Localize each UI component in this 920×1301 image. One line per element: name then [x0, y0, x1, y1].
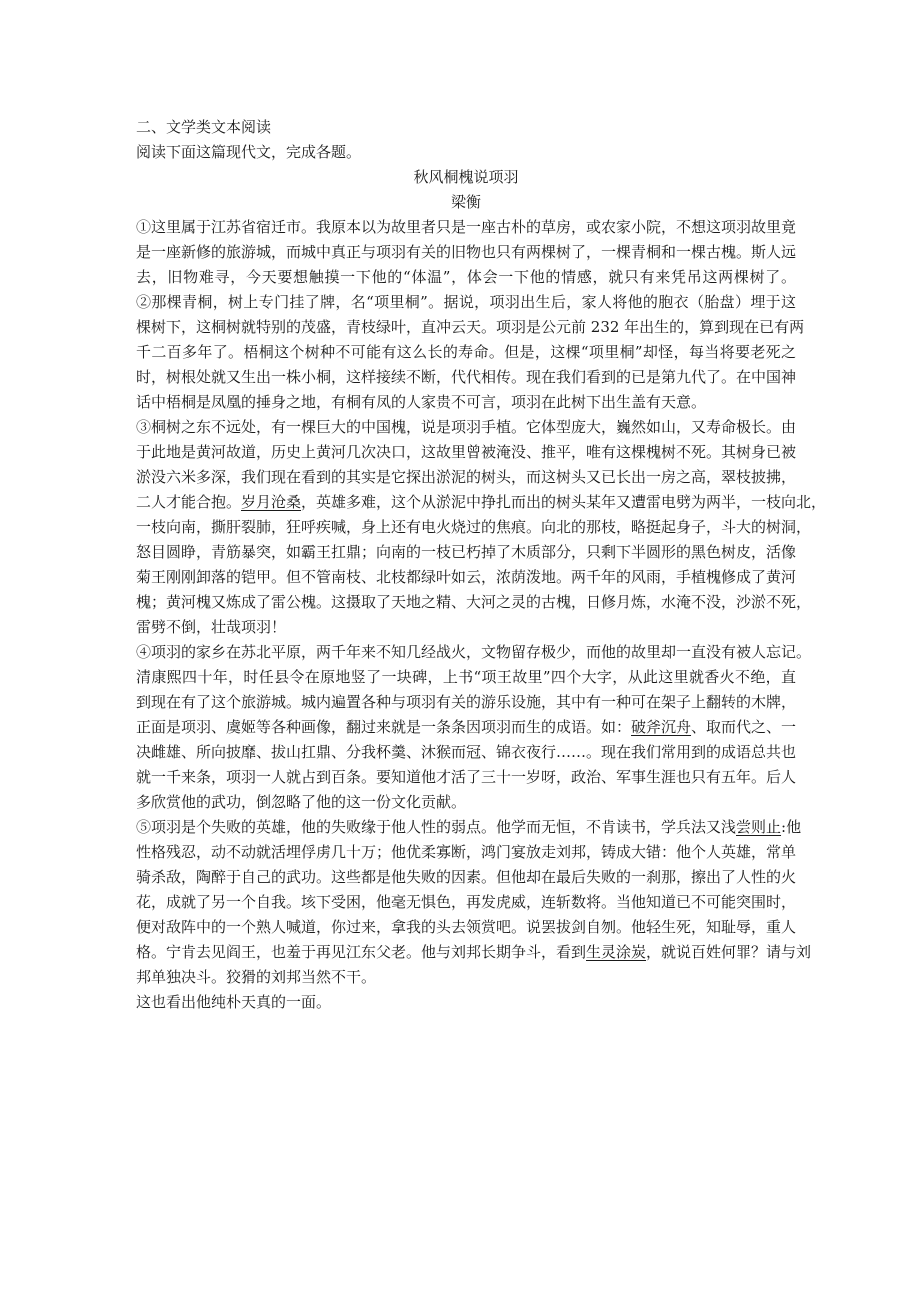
underlined-phrase: 岁月沧桑	[241, 493, 302, 511]
body-line: 菊王刚刚卸落的铠甲。但不管南枝、北枝都绿叶如云，浓荫泼地。两千年的风雨，手植槐修成了黄河	[136, 568, 797, 586]
article-author: 梁衡	[450, 193, 481, 211]
body-line: 淤没六米多深，我们现在看到的其实是它探出淤泥的树头，而这树头又已长出一房之高，翠枝披拂，	[136, 468, 797, 486]
body-line: 去，旧物难寻，今天要想触摸一下他的“体温”，体会一下他的情感，就只有来凭吊这两棵树了。	[136, 268, 796, 286]
body-line: 怒目圆睁，青筋暴突，如霸王扛鼎；向南的一枝已朽掉了木质部分，只剩下半圆形的黑色树皮，活像	[136, 543, 797, 561]
body-line: ⑤项羽是个失败的英雄，他的失败缘于他人性的弱点。他学而无恒，不肯读书，学兵法又浅尝则止:他	[136, 818, 802, 836]
body-line: 一枝向南，撕肝裂肺，狂呼疾喊，身上还有电火烧过的焦痕。向北的那枝，略挺起身子，斗大的树洞，	[136, 518, 812, 536]
body-line: 雷劈不倒，壮哉项羽！	[136, 618, 287, 636]
underlined-phrase: 破斧沉舟	[631, 718, 692, 736]
body-line: 到现在有了这个旅游城。城内遍置各种与项羽有关的游乐设施，其中有一种可在架子上翻转的木牌，	[136, 693, 797, 711]
underlined-phrase: 尝则止	[736, 818, 782, 836]
body-line: 决雌雄、所向披靡、拔山扛鼎、分我杯羹、沐猴而冠、锦衣夜行……。现在我们常用到的成语总共也	[136, 743, 797, 761]
article-body	[136, 215, 827, 1015]
body-line: 正面是项羽、虞姬等各种画像，翻过来就是一条条因项羽而生的成语。如：破斧沉舟、取而代之、一	[136, 718, 797, 736]
body-line: ③桐树之东不远处，有一棵巨大的中国槐，说是项羽手植。它体型庞大，巍然如山，又寿命极长。由	[136, 418, 797, 436]
body-line: 就一千来条，项羽一人就占到百条。要知道他才活了三十一岁呀，政治、军事生涯也只有五年。后人	[136, 768, 797, 786]
body-line: ②那棵青桐，树上专门挂了牌，名“项里桐”。据说，项羽出生后，家人将他的胞衣（胎盘）埋于这	[136, 293, 796, 311]
body-line: ④项羽的家乡在苏北平原，两千年来不知几经战火，文物留存极少，而他的故里却一直没有被人忘记。	[136, 643, 812, 661]
article-title: 秋风桐槐说项羽	[413, 168, 519, 186]
body-line: 槐；黄河槐又炼成了雷公槐。这摄取了天地之精、大河之灵的古槐，日修月炼，水淹不没，沙淤不死，	[136, 593, 812, 611]
body-line: 性格残忍，动不动就活埋俘虏几十万；他优柔寡断，鸿门宴放走刘邦，铸成大错：他个人英雄，常单	[136, 843, 797, 861]
body-line: 棵树下，这桐树就特别的茂盛，青枝绿叶，直冲云天。项羽是公元前 232 年出生的，算到现在已有两	[136, 318, 805, 336]
body-line: 多欣赏他的武功，倒忽略了他的这一份文化贡献。	[136, 793, 467, 811]
body-line: 花，成就了另一个自我。垓下受困，他毫无惧色，再发虎威，连斩数将。当他知道已不可能突围时，	[136, 893, 797, 911]
body-line: 格。宁肯去见阎王，也羞于再见江东父老。他与刘邦长期争斗，看到生灵涂炭，就说百姓何罪？请与刘	[136, 943, 812, 961]
body-line: 这也看出他纯朴天真的一面。	[136, 993, 332, 1011]
body-line: 便对敌阵中的一个熟人喊道，你过来，拿我的头去领赏吧。说罢拔剑自刎。他轻生死，知耻辱，重人	[136, 918, 797, 936]
body-line: 骑杀敌，陶醉于自己的武功。这些都是他失败的因素。但他却在最后失败的一刹那，擦出了人性的火	[136, 868, 797, 886]
body-line: 话中梧桐是凤凰的捶身之地，有桐有凤的人家贵不可言，项羽在此树下出生盖有天意。	[136, 393, 707, 411]
body-line: 时，树根处就又生出一株小桐，这样接续不断，代代相传。现在我们看到的已是第九代了。在中国神	[136, 368, 797, 386]
body-line: 于此地是黄河故道，历史上黄河几次决口，这故里曾被淹没、推平，唯有这棵槐树不死。其树身已被	[136, 443, 797, 461]
body-line: 是一座新修的旅游城，而城中真正与项羽有关的旧物也只有两棵树了，一棵青桐和一棵古槐。斯人远	[136, 243, 797, 261]
section-heading: 二、文学类文本阅读	[136, 118, 272, 136]
body-line: 二人才能合抱。岁月沧桑，英雄多难，这个从淤泥中挣扎而出的树头某年又遭雷电劈为两半，一枝向北，	[136, 493, 827, 511]
reading-instruction: 阅读下面这篇现代文，完成各题。	[136, 143, 362, 161]
body-line: 清康熙四十年，时任县令在原地竖了一块碑，上书“项王故里”四个大字，从此这里就香火不绝，直	[136, 668, 796, 686]
document-page	[136, 115, 827, 1015]
body-line: 邦单独决斗。狡猾的刘邦当然不干。	[136, 968, 377, 986]
underlined-phrase: 生灵涂炭	[586, 943, 647, 961]
body-line: 千二百多年了。梧桐这个树种不可能有这么长的寿命。但是，这棵“项里桐”却怪，每当将要老死之	[136, 343, 796, 361]
body-line: ①这里属于江苏省宿迁市。我原本以为故里者只是一座古朴的草房，或农家小院，不想这项羽故里竟	[136, 218, 797, 236]
